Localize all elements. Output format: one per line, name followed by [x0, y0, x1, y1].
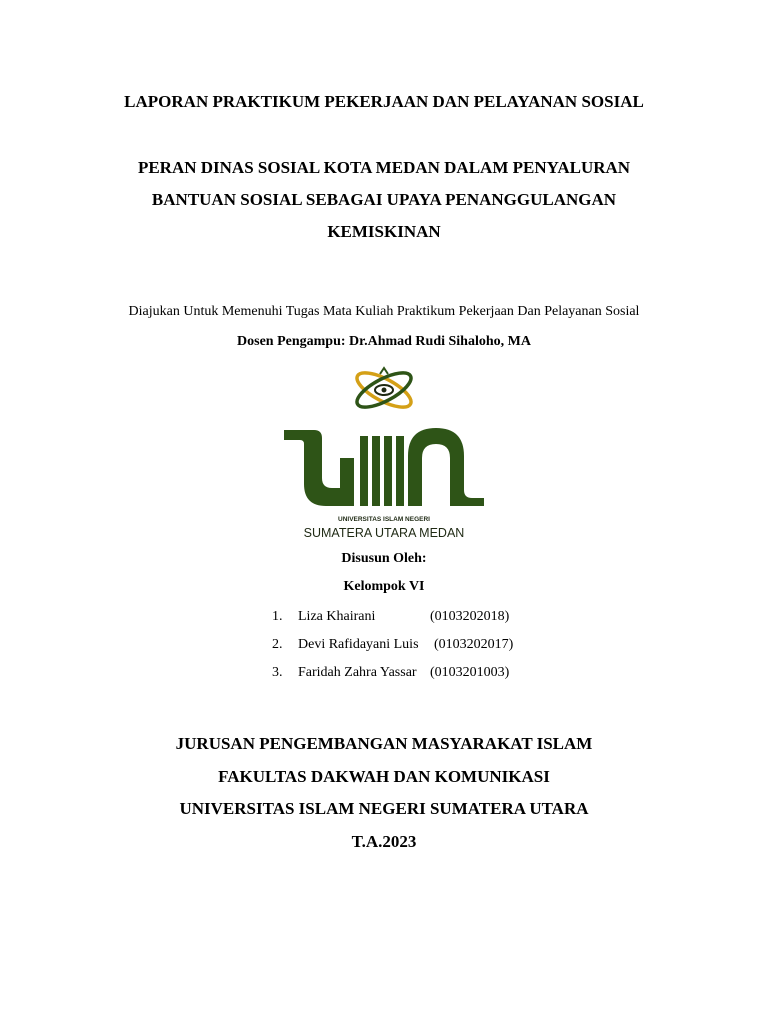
- member-number: 3.: [272, 665, 283, 680]
- prepared-by-label: Disusun Oleh:: [341, 551, 427, 566]
- list-item: [272, 664, 572, 692]
- title-line-2: BANTUAN SOSIAL SEBAGAI UPAYA PENANGGULANGAN: [151, 190, 617, 209]
- member-name: Liza Khairani: [298, 609, 376, 624]
- group-label: Kelompok VI: [343, 579, 425, 594]
- uin-letterform-icon: [284, 428, 484, 506]
- uin-logo-icon: [274, 360, 494, 544]
- list-item: [272, 636, 572, 664]
- member-list: [272, 608, 572, 692]
- atom-emblem-icon: [352, 366, 415, 414]
- member-number: 2.: [272, 637, 283, 652]
- report-type: LAPORAN PRAKTIKUM PEKERJAAN DAN PELAYANAN SOSIAL: [124, 92, 644, 111]
- member-number: 1.: [272, 609, 283, 624]
- title-line-3: KEMISKINAN: [327, 222, 441, 241]
- purpose-statement: Diajukan Untuk Memenuhi Tugas Mata Kuliah Praktikum Pekerjaan Dan Pelayanan Sosial: [128, 304, 640, 319]
- logo-caption-small: UNIVERSITAS ISLAM NEGERI: [338, 516, 430, 523]
- logo-caption-large: SUMATERA UTARA MEDAN: [303, 526, 465, 540]
- department: JURUSAN PENGEMBANGAN MASYARAKAT ISLAM: [175, 734, 593, 753]
- university: UNIVERSITAS ISLAM NEGERI SUMATERA UTARA: [179, 799, 589, 818]
- academic-year: T.A.2023: [351, 832, 417, 851]
- member-nim: (0103202018): [430, 609, 510, 624]
- member-name: Devi Rafidayani Luis: [298, 637, 419, 652]
- faculty: FAKULTAS DAKWAH DAN KOMUNIKASI: [218, 767, 550, 786]
- lecturer: Dosen Pengampu: Dr.Ahmad Rudi Sihaloho, MA: [237, 334, 531, 349]
- member-nim: (0103202017): [434, 637, 514, 652]
- list-item: [272, 608, 572, 636]
- title-line-1: PERAN DINAS SOSIAL KOTA MEDAN DALAM PENYALURAN: [137, 158, 631, 177]
- member-nim: (0103201003): [430, 665, 510, 680]
- member-name: Faridah Zahra Yassar: [298, 665, 417, 680]
